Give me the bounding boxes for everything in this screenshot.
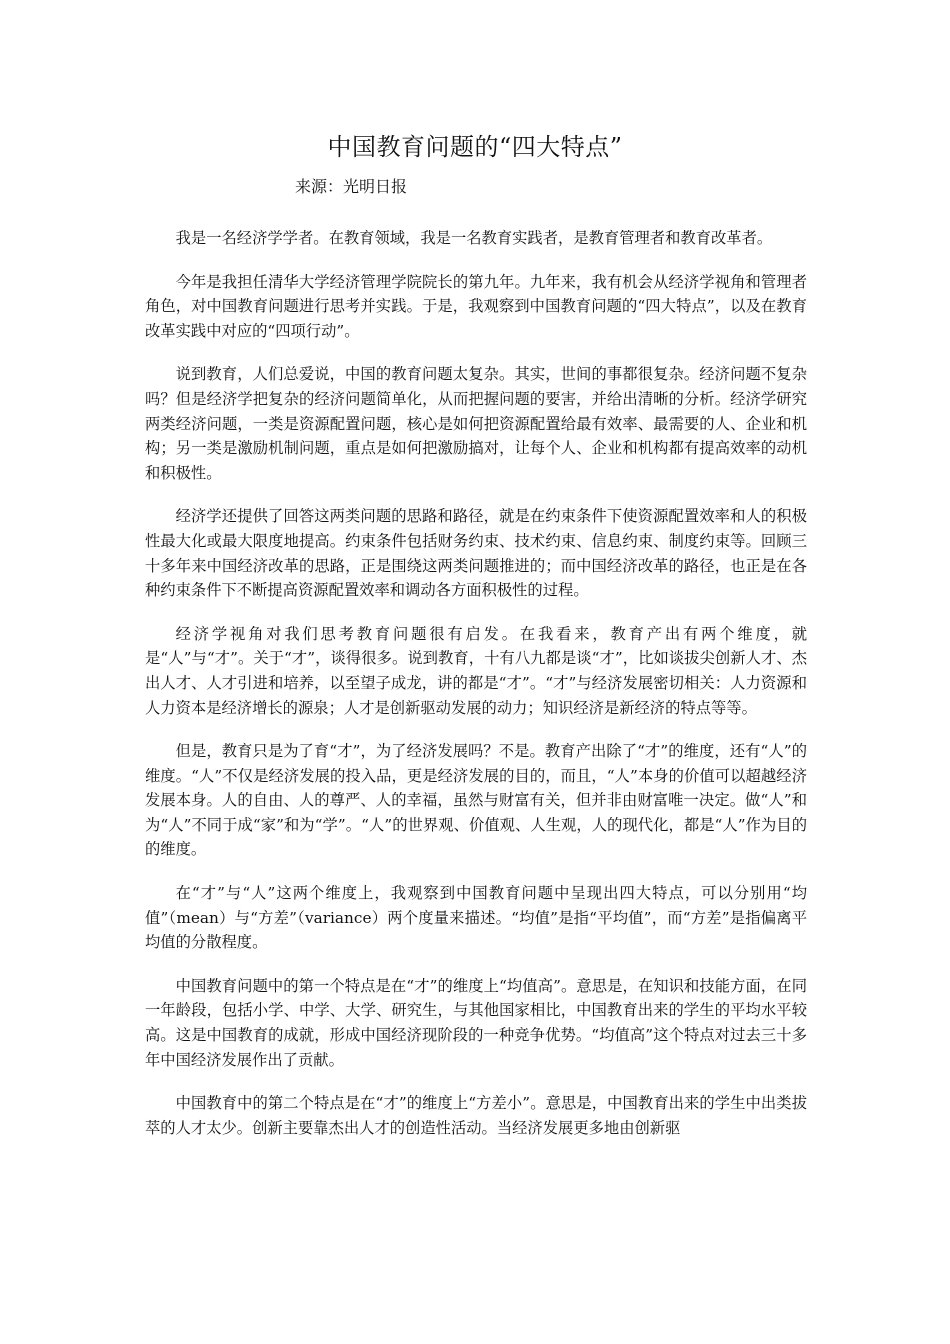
paragraph: 中国教育中的第二个特点是在“才”的维度上“方差小”。意思是，中国教育出来的学生中出类拔萃的人才太少。创新主要靠杰出人才的创造性活动。当经济发展更多地由创新驱 (145, 1094, 807, 1137)
paragraph: 但是，教育只是为了育“才”，为了经济发展吗？不是。教育产出除了“才”的维度，还有“人”的维度。“人”不仅是经济发展的投入品，更是经济发展的目的，而且，“人”本身的价值可以超越经济发展本身。人的自由、人的尊严、人的幸福，虽然与财富有关，但并非由财富唯一决定。做“人”和为“人”不同于成“家”和为“学”。“人”的世界观、价值观、人生观，人的现代化，都是“人”作为目的的维度。 (145, 742, 807, 859)
paragraph: 中国教育问题中的第一个特点是在“才”的维度上“均值高”。意思是，在知识和技能方面，在同一年龄段，包括小学、中学、大学、研究生，与其他国家相比，中国教育出来的学生的平均水平较高。这是中国教育的成就，形成中国经济现阶段的一种竞争优势。“均值高”这个特点对过去三十多年中国经济发展作出了贡献。 (145, 976, 807, 1069)
paragraph: 今年是我担任清华大学经济管理学院院长的第九年。九年来，我有机会从经济学视角和管理者角色，对中国教育问题进行思考并实践。于是，我观察到中国教育问题的“四大特点”，以及在教育改革实践中对应的“四项行动”。 (145, 272, 807, 340)
paragraph: 在“才”与“人”这两个维度上，我观察到中国教育问题中呈现出四大特点，可以分别用“均值”（mean）与“方差”（variance）两个度量来描述。“均值”是指“平均值”，而“方差”是指偏离平均值的分散程度。 (145, 884, 807, 952)
document-title: 中国教育问题的“四大特点” (327, 133, 623, 161)
paragraph: 我是一名经济学学者。在教育领域，我是一名教育实践者，是教育管理者和教育改革者。 (175, 229, 773, 247)
paragraph: 经济学视角对我们思考教育问题很有启发。在我看来，教育产出有两个维度，就是“人”与“才”。关于“才”，谈得很多。说到教育，十有八九都是谈“才”，比如谈拔尖创新人才、杰出人才、人才引进和培养，以至望子成龙，讲的都是“才”。“才”与经济发展密切相关：人力资源和人力资本是经济增长的源泉；人才是创新驱动发展的动力；知识经济是新经济的特点等等。 (145, 624, 807, 717)
document-source: 来源：光明日报 (295, 177, 408, 196)
paragraph: 经济学还提供了回答这两类问题的思路和路径，就是在约束条件下使资源配置效率和人的积极性最大化或最大限度地提高。约束条件包括财务约束、技术约束、信息约束、制度约束等。回顾三十多年来中国经济改革的思路，正是围绕这两类问题推进的；而中国经济改革的路径，也正是在各种约束条件下不断提高资源配置效率和调动各方面积极性的过程。 (145, 507, 807, 600)
paragraph: 说到教育，人们总爱说，中国的教育问题太复杂。其实，世间的事都很复杂。经济问题不复杂吗？但是经济学把复杂的经济问题简单化，从而把握问题的要害，并给出清晰的分析。经济学研究两类经济问题，一类是资源配置问题，核心是如何把资源配置给最有效率、最需要的人、企业和机构；另一类是激励机制问题，重点是如何把激励搞对，让每个人、企业和机构都有提高效率的动机和积极性。 (145, 365, 807, 482)
document-body (145, 226, 807, 1159)
